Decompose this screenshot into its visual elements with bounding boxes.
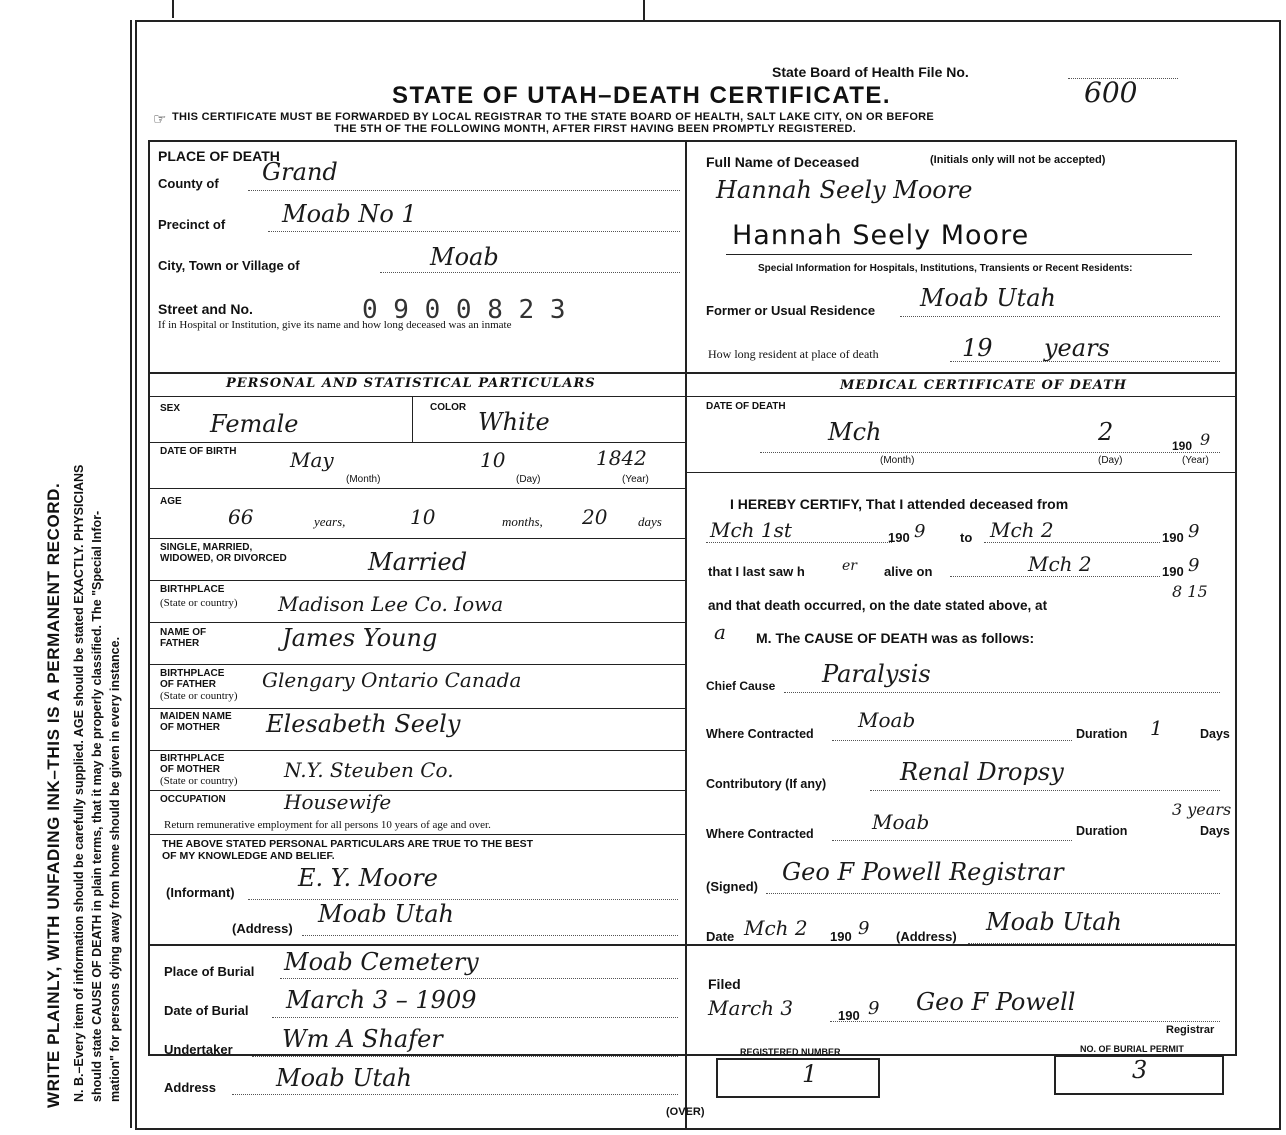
sidebar-note-line-2: should state CAUSE OF DEATH in plain terms, that it may be properly classified. The "Special Infor- — [90, 510, 104, 1102]
notice-line-2: THE 5TH OF THE FOLLOWING MONTH, AFTER FIRST HAVING BEEN PROMPTLY REGISTERED. — [334, 123, 857, 135]
father-label-2: FATHER — [160, 638, 200, 649]
full-name-note: (Initials only will not be accepted) — [930, 154, 1106, 166]
registered-number-label: REGISTERED NUMBER — [740, 1047, 841, 1057]
duration-2-days-label: Days — [1200, 824, 1230, 838]
mother-label-2: OF MOTHER — [160, 722, 220, 733]
dob-label: DATE OF BIRTH — [160, 446, 237, 457]
sex-label: SEX — [160, 403, 181, 414]
death-date-line — [760, 452, 1220, 453]
pointing-hand-icon: ☞ — [153, 111, 167, 128]
death-day: 2 — [1098, 418, 1114, 446]
notice-line-1: THIS CERTIFICATE MUST BE FORWARDED BY LOCAL REGISTRAR TO THE STATE BOARD OF HEALTH, SALT LAKE CITY, ON OR BEFORE — [172, 111, 935, 123]
father-birthplace-value: Glengary Ontario Canada — [262, 668, 522, 692]
death-month: Mch — [828, 418, 882, 446]
chief-cause-label: Chief Cause — [706, 679, 776, 693]
county-label: County of — [158, 176, 219, 191]
to-year-prefix: 190 — [1162, 530, 1184, 545]
marital-label-1: SINGLE, MARRIED, — [160, 542, 253, 553]
county-line — [248, 190, 680, 191]
alive-year-prefix: 190 — [1162, 564, 1184, 579]
sidebar-main-text: WRITE PLAINLY, WITH UNFADING INK–THIS IS A PERMANENT RECORD. — [44, 482, 63, 1108]
age-months-value: 10 — [410, 505, 436, 529]
signed-label: (Signed) — [706, 879, 758, 894]
alive-on-label: alive on — [884, 564, 933, 579]
birthplace-sub: (State or country) — [160, 597, 238, 609]
resident-unit: years — [1044, 334, 1110, 362]
burial-date-label: Date of Burial — [164, 1003, 249, 1018]
mother-birthplace-label-2: OF MOTHER — [160, 764, 220, 775]
true-statement-1: THE ABOVE STATED PERSONAL PARTICULARS ARE TRUE TO THE BEST — [162, 838, 534, 850]
place-of-death-title: PLACE OF DEATH — [158, 148, 280, 164]
contributory-value: Renal Dropsy — [900, 758, 1064, 786]
duration-2-value: 3 years — [1172, 800, 1232, 819]
precinct-value: Moab No 1 — [282, 200, 417, 228]
duration-2-label: Duration — [1076, 824, 1128, 838]
medical-section-title: MEDICAL CERTIFICATE OF DEATH — [840, 378, 1128, 393]
informant-line — [248, 899, 678, 900]
resident-label: How long resident at place of death — [708, 347, 879, 361]
registrar-signature: Geo F Powell — [916, 988, 1076, 1016]
scan-edge-mark — [643, 0, 645, 20]
sex-value: Female — [210, 410, 299, 438]
birthplace-label: BIRTHPLACE — [160, 584, 225, 595]
row-divider — [148, 442, 685, 443]
undertaker-value: Wm A Shafer — [282, 1025, 443, 1053]
death-occurred-text: and that death occurred, on the date stated above, at — [708, 598, 1048, 613]
duration-label: Duration — [1076, 727, 1128, 741]
precinct-label: Precinct of — [158, 217, 226, 232]
filed-year-prefix: 190 — [838, 1008, 860, 1023]
attended-to-date: Mch 2 — [990, 518, 1054, 542]
city-label: City, Town or Village of — [158, 258, 300, 273]
sidebar-note-line-3: mation" for persons dying away from home should be given in every instance. — [108, 636, 122, 1102]
occupation-note: Return remunerative employment for all persons 10 years of age and over. — [164, 819, 491, 831]
mother-birthplace-label-3: (State or country) — [160, 775, 238, 787]
age-years-label: years, — [314, 514, 346, 529]
city-line — [380, 272, 680, 273]
residence-label: Former or Usual Residence — [706, 303, 876, 318]
last-saw-label: that I last saw h — [708, 564, 805, 579]
duration-value: 1 — [1150, 716, 1163, 740]
row-divider — [148, 708, 685, 709]
row-divider — [148, 664, 685, 665]
color-label: COLOR — [430, 402, 467, 413]
occupation-label: OCCUPATION — [160, 794, 226, 805]
father-label-1: NAME OF — [160, 627, 207, 638]
death-year-prefix: 190 — [1172, 439, 1193, 453]
age-years-value: 66 — [228, 505, 254, 529]
filed-line — [830, 1021, 1220, 1022]
age-months-label: months, — [502, 514, 543, 529]
birthplace-value: Madison Lee Co. Iowa — [278, 592, 504, 616]
contributory-label: Contributory (If any) — [706, 777, 827, 791]
duration-days-label: Days — [1200, 727, 1230, 741]
marital-label-2: WIDOWED, OR DIVORCED — [160, 553, 287, 564]
row-divider — [148, 538, 685, 539]
burial-address-line — [232, 1094, 678, 1095]
father-value: James Young — [282, 624, 438, 652]
father-birthplace-label-2: OF FATHER — [160, 679, 216, 690]
sex-color-divider — [412, 396, 413, 442]
contributory-line — [870, 790, 1220, 791]
mother-birthplace-value: N.Y. Steuben Co. — [284, 758, 454, 782]
full-name-label: Full Name of Deceased — [706, 154, 860, 170]
typed-name-underline — [726, 254, 1192, 255]
where-contracted-value: Moab — [858, 708, 916, 732]
undertaker-line — [252, 1056, 678, 1057]
informant-address-line — [302, 935, 678, 936]
signed-address-label: (Address) — [896, 929, 957, 944]
where-contracted-2-label: Where Contracted — [706, 827, 814, 841]
residence-line — [900, 316, 1220, 317]
alive-date-line — [950, 576, 1160, 577]
cause-of-death-text: M. The CAUSE OF DEATH was as follows: — [756, 630, 1035, 646]
residence-value: Moab Utah — [920, 284, 1056, 312]
true-statement-2: OF MY KNOWLEDGE AND BELIEF. — [162, 850, 335, 862]
where-contracted-line — [832, 740, 1072, 741]
street-note: If in Hospital or Institution, give its name and how long deceased was an inmate — [158, 319, 512, 331]
dob-day: 10 — [480, 448, 506, 472]
to-date-line — [984, 542, 1160, 543]
death-day-caption: (Day) — [1098, 455, 1123, 466]
chief-cause-line — [784, 692, 1220, 693]
from-year-prefix: 190 — [888, 530, 910, 545]
precinct-line — [268, 231, 680, 232]
attended-from-date: Mch 1st — [710, 518, 792, 542]
row-divider — [685, 472, 1235, 473]
last-saw-pronoun: er — [842, 558, 857, 574]
age-days-label: days — [638, 514, 662, 529]
row-divider — [148, 488, 685, 489]
informant-address-value: Moab Utah — [318, 900, 454, 928]
filed-label: Filed — [708, 976, 741, 992]
signed-line — [766, 893, 1220, 894]
burial-permit-label: NO. OF BURIAL PERMIT — [1080, 1044, 1184, 1054]
scan-edge-mark — [172, 0, 174, 18]
row-divider — [148, 622, 685, 623]
alive-date: Mch 2 — [1028, 552, 1092, 576]
burial-address-label: Address — [164, 1080, 217, 1095]
death-time: 8 15 — [1172, 582, 1208, 601]
filed-date: March 3 — [708, 996, 794, 1020]
registered-number-value: 1 — [802, 1060, 818, 1088]
to-label: to — [960, 530, 973, 545]
father-birthplace-label-3: (State or country) — [160, 690, 238, 702]
registrar-label: Registrar — [1166, 1024, 1215, 1036]
row-divider — [148, 750, 685, 751]
row-divider — [148, 790, 685, 791]
informant-value: E. Y. Moore — [298, 864, 438, 892]
deceased-name-typed: Hannah Seely Moore — [732, 220, 1030, 251]
over-label: (OVER) — [666, 1106, 705, 1118]
section-divider — [148, 372, 1235, 374]
deceased-name-handwritten: Hannah Seely Moore — [716, 176, 973, 204]
personal-header-rule — [148, 396, 685, 397]
to-year: 9 — [1188, 521, 1200, 542]
row-divider — [148, 580, 685, 581]
signed-address-line — [968, 943, 1220, 944]
form-left-rule — [130, 20, 132, 1128]
death-year-suffix: 9 — [1200, 430, 1211, 449]
death-month-caption: (Month) — [880, 455, 915, 466]
dob-month: May — [290, 448, 334, 472]
center-divider — [685, 140, 687, 1130]
burial-permit-value: 3 — [1132, 1056, 1148, 1084]
from-date-line — [706, 542, 892, 543]
burial-date-value: March 3 – 1909 — [286, 986, 477, 1014]
where-contracted-2-value: Moab — [872, 810, 930, 834]
special-info-label: Special Information for Hospitals, Institutions, Transients or Recent Residents: — [758, 263, 1133, 274]
burial-place-line — [280, 978, 678, 979]
signed-date-value: Mch 2 — [744, 916, 808, 940]
death-year-caption: (Year) — [1182, 455, 1209, 466]
color-value: White — [478, 408, 550, 436]
sidebar-note-line-1: N. B.–Every item of information should be carefully supplied. AGE should be stated EXACTLY. PHYSICIANS — [72, 464, 86, 1102]
burial-place-value: Moab Cemetery — [284, 948, 479, 976]
alive-year: 9 — [1188, 555, 1200, 576]
mother-label-1: MAIDEN NAME — [160, 711, 232, 722]
signed-address-value: Moab Utah — [986, 908, 1122, 936]
dob-day-caption: (Day) — [516, 474, 541, 485]
signed-year: 9 — [858, 918, 870, 939]
film-number: 0 9 0 0 8 2 3 — [362, 295, 566, 325]
burial-date-line — [272, 1017, 678, 1018]
city-value: Moab — [430, 243, 499, 271]
occupation-value: Housewife — [284, 790, 392, 814]
marital-value: Married — [368, 548, 468, 576]
dob-month-caption: (Month) — [346, 474, 381, 485]
age-days-value: 20 — [582, 505, 608, 529]
chief-cause-value: Paralysis — [822, 660, 931, 688]
registered-number-box — [716, 1058, 880, 1098]
mother-value: Elesabeth Seely — [266, 710, 461, 738]
street-label: Street and No. — [158, 301, 253, 317]
burial-divider — [148, 944, 1235, 946]
mother-birthplace-label-1: BIRTHPLACE — [160, 753, 225, 764]
dob-year-caption: (Year) — [622, 474, 649, 485]
from-year: 9 — [914, 521, 926, 542]
dob-year: 1842 — [596, 446, 647, 470]
personal-section-title: PERSONAL AND STATISTICAL PARTICULARS — [226, 376, 596, 391]
county-value: Grand — [262, 158, 338, 186]
age-label: AGE — [160, 496, 182, 507]
burial-address-value: Moab Utah — [276, 1064, 412, 1092]
file-number-value: 600 — [1084, 76, 1138, 109]
informant-label: (Informant) — [166, 885, 235, 900]
certify-text: I HEREBY CERTIFY, That I attended deceased from — [730, 496, 1069, 512]
father-birthplace-label-1: BIRTHPLACE — [160, 668, 225, 679]
where-contracted-2-line — [832, 840, 1072, 841]
undertaker-label: Undertaker — [164, 1042, 233, 1057]
where-contracted-label: Where Contracted — [706, 727, 814, 741]
physician-signature: Geo F Powell Registrar — [782, 858, 1064, 886]
resident-value: 19 — [962, 334, 993, 362]
certificate-title: STATE OF UTAH–DEATH CERTIFICATE. — [392, 82, 892, 109]
burial-place-label: Place of Burial — [164, 964, 255, 979]
informant-address-label: (Address) — [232, 921, 293, 936]
filed-year: 9 — [868, 998, 880, 1019]
file-number-label: State Board of Health File No. — [772, 64, 969, 80]
row-divider — [148, 834, 685, 835]
signed-year-prefix: 190 — [830, 929, 852, 944]
signed-date-label: Date — [706, 929, 735, 944]
am-pm-value: a — [714, 620, 726, 644]
date-of-death-label: DATE OF DEATH — [706, 401, 786, 412]
medical-header-rule — [685, 396, 1235, 397]
